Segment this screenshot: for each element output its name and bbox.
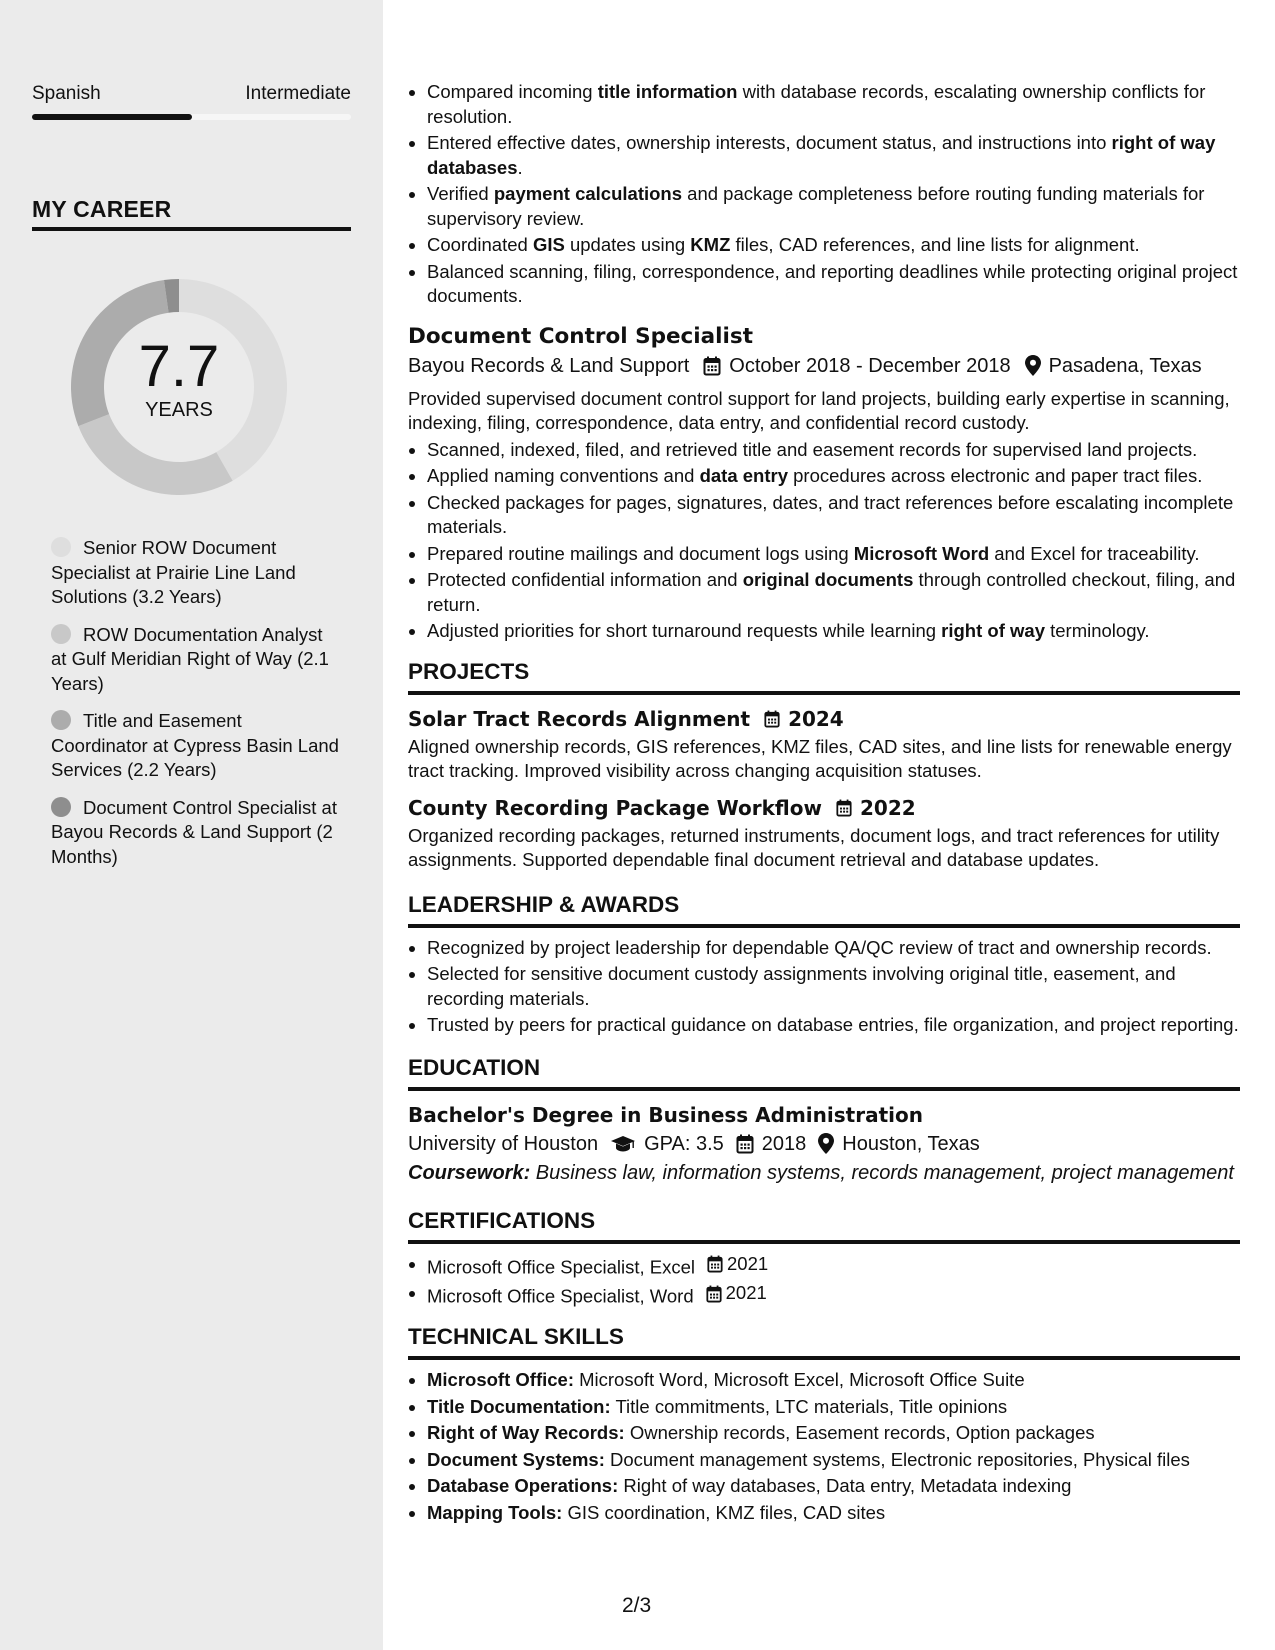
gpa: GPA: 3.5 xyxy=(644,1132,724,1155)
education-heading: EDUCATION xyxy=(408,1054,1240,1091)
skill-item xyxy=(427,1501,1240,1526)
skill-item xyxy=(427,1474,1240,1499)
main-content xyxy=(408,80,1240,1527)
calendar-icon xyxy=(703,356,721,376)
job-meta xyxy=(408,351,1240,381)
previous-job-bullets xyxy=(408,80,1240,309)
skill-category: Title Documentation: xyxy=(427,1395,611,1417)
certification-name: Microsoft Office Specialist, Word xyxy=(427,1285,694,1307)
bold-phrase: title information xyxy=(597,81,738,102)
language-proficiency-bar xyxy=(32,114,351,120)
skill-item xyxy=(427,1368,1240,1393)
coursework-text: Business law, information systems, records management, project management xyxy=(530,1161,1234,1184)
certification-name: Microsoft Office Specialist, Excel xyxy=(427,1255,695,1277)
skill-values: Microsoft Word, Microsoft Excel, Microsoft Office Suite xyxy=(573,1369,1025,1390)
certification-item xyxy=(427,1281,1240,1309)
list-item xyxy=(427,233,1240,258)
career-heading: MY CAREER xyxy=(32,196,351,231)
text-segment: Coordinated xyxy=(427,234,533,255)
language-level: Intermediate xyxy=(245,83,351,104)
bold-phrase: Microsoft Word xyxy=(853,542,990,564)
leadership-list xyxy=(408,936,1240,1038)
project-description: Aligned ownership records, GIS references, KMZ files, CAD sites, and line lists for renewable energy tract tracking. Improved visibility across changing acquisition statuses. xyxy=(408,735,1232,781)
text-segment: with database records, escalating ownership conflicts for resolution. xyxy=(427,81,1206,127)
career-legend-label: Senior ROW Document Specialist at Prairie Line Land Solutions (3.2 Years) xyxy=(51,537,296,607)
legend-color-dot xyxy=(51,797,71,817)
calendar-icon xyxy=(764,710,780,728)
graduation-cap-icon xyxy=(610,1135,636,1153)
career-legend xyxy=(51,536,341,882)
bold-phrase: KMZ xyxy=(690,234,731,255)
project-title-row xyxy=(408,794,1240,822)
skill-category: Database Operations: xyxy=(427,1475,619,1496)
text-segment: through controlled checkout, filing, and return. xyxy=(427,569,1236,615)
projects-list xyxy=(408,705,1240,873)
project-title: County Recording Package Workflow xyxy=(408,795,822,820)
list-item xyxy=(427,131,1240,180)
calendar-icon xyxy=(706,1285,722,1303)
project-description: Organized recording packages, returned instruments, document logs, and tract references for utility assignments. Supported dependable final document retrieval and database updates. xyxy=(408,824,1220,870)
list-item xyxy=(427,182,1240,231)
text-segment: updates using xyxy=(564,234,691,255)
text-segment: files, CAD references, and line lists for alignment. xyxy=(730,234,1140,255)
page-number: 2/3 xyxy=(622,1594,652,1617)
text-segment: Protected confidential information and xyxy=(427,569,743,590)
skill-values: Title commitments, LTC materials, Title opinions xyxy=(610,1395,1008,1417)
career-donut-chart xyxy=(62,270,296,504)
text-segment: procedures across electronic and paper tract files. xyxy=(787,465,1203,486)
skill-category: Mapping Tools: xyxy=(427,1501,563,1523)
bold-phrase: data entry xyxy=(699,465,788,486)
calendar-icon xyxy=(707,1255,723,1273)
job-title: Document Control Specialist xyxy=(408,323,753,349)
skill-category: Document Systems: xyxy=(427,1448,605,1470)
education-location: Houston, Texas xyxy=(842,1132,980,1155)
certification-date xyxy=(706,1281,767,1306)
text-segment: Compared incoming xyxy=(427,81,598,102)
text-segment: Scanned, indexed, filed, and retrieved title and easement records for supervised land projects. xyxy=(427,438,1198,460)
list-item xyxy=(427,491,1240,540)
job-company: Bayou Records & Land Support xyxy=(408,354,690,377)
legend-color-dot xyxy=(51,710,71,730)
bold-phrase: GIS xyxy=(532,234,565,255)
skill-item xyxy=(427,1395,1240,1420)
projects-heading: PROJECTS xyxy=(408,658,1240,695)
skill-values: Right of way databases, Data entry, Metadata indexing xyxy=(618,1475,1072,1496)
list-item xyxy=(427,80,1240,129)
calendar-icon xyxy=(736,1134,754,1154)
list-item: Selected for sensitive document custody assignments involving original title, easement, and recording materials. xyxy=(427,962,1240,1011)
bold-phrase: right of way xyxy=(941,620,1045,641)
education-meta xyxy=(408,1129,1240,1159)
skill-category: Microsoft Office: xyxy=(427,1369,574,1390)
sidebar xyxy=(0,0,383,1650)
career-legend-item xyxy=(51,796,341,870)
school-name: University of Houston xyxy=(408,1132,599,1155)
bold-phrase: right of way databases xyxy=(427,132,1216,178)
bold-phrase: original documents xyxy=(742,569,914,590)
list-item xyxy=(427,464,1240,489)
donut-center xyxy=(62,270,296,504)
skill-values: Document management systems, Electronic repositories, Physical files xyxy=(604,1448,1190,1470)
graduation-year: 2018 xyxy=(761,1132,807,1155)
language-proficiency-fill xyxy=(32,114,192,120)
text-segment: terminology. xyxy=(1044,620,1150,641)
legend-color-dot xyxy=(51,624,71,644)
leadership-heading: LEADERSHIP & AWARDS xyxy=(408,891,1240,928)
skill-item xyxy=(427,1448,1240,1473)
total-years-value: 7.7 xyxy=(138,333,220,399)
list-item xyxy=(427,542,1240,567)
location-pin-icon xyxy=(818,1133,834,1154)
location-pin-icon xyxy=(1025,355,1041,376)
certification-item xyxy=(427,1252,1240,1280)
language-name: Spanish xyxy=(32,83,101,104)
job-summary: Provided supervised document control support for land projects, building early expertise in scanning, indexing, filing, correspondence, data entry, and confidential record custody. xyxy=(408,387,1230,433)
list-item xyxy=(427,619,1240,644)
list-item xyxy=(427,260,1240,309)
project-title-row xyxy=(408,705,1240,733)
list-item: Trusted by peers for practical guidance on database entries, file organization, and project reporting. xyxy=(427,1013,1240,1038)
bold-phrase: payment calculations xyxy=(493,183,683,204)
job-location: Pasadena, Texas xyxy=(1048,354,1202,377)
coursework xyxy=(408,1161,1240,1185)
project-year: 2022 xyxy=(859,795,916,820)
career-legend-item xyxy=(51,536,341,610)
career-legend-label: Title and Easement Coordinator at Cypress Basin Land Services (2.2 Years) xyxy=(51,710,339,780)
career-legend-label: ROW Documentation Analyst at Gulf Meridian Right of Way (2.1 Years) xyxy=(51,623,329,694)
text-segment: Checked packages for pages, signatures, dates, and tract references before escalating incomplete materials. xyxy=(427,491,1234,537)
text-segment: and Excel for traceability. xyxy=(989,542,1200,564)
list-item xyxy=(427,568,1240,617)
text-segment: Prepared routine mailings and document logs using xyxy=(427,542,854,564)
text-segment: Applied naming conventions and xyxy=(427,465,700,486)
skill-category: Right of Way Records: xyxy=(427,1422,625,1443)
coursework-label: Coursework: xyxy=(408,1161,531,1184)
skill-values: Ownership records, Easement records, Option packages xyxy=(624,1422,1095,1443)
career-legend-item xyxy=(51,709,341,783)
certifications-heading: CERTIFICATIONS xyxy=(408,1207,1240,1244)
job-dates: October 2018 - December 2018 xyxy=(729,354,1011,377)
project-title: Solar Tract Records Alignment xyxy=(408,706,751,731)
skill-values: GIS coordination, KMZ files, CAD sites xyxy=(562,1501,886,1523)
certification-year: 2021 xyxy=(725,1282,767,1304)
certification-year: 2021 xyxy=(727,1252,769,1274)
text-segment: Verified xyxy=(427,183,494,204)
skill-item xyxy=(427,1421,1240,1446)
text-segment: Balanced scanning, filing, correspondence, and reporting deadlines while protecting original project documents. xyxy=(427,260,1238,306)
degree-title: Bachelor's Degree in Business Administration xyxy=(408,1102,923,1127)
total-years-unit: YEARS xyxy=(145,398,213,421)
job-bullets xyxy=(408,438,1240,644)
language-row xyxy=(32,83,351,105)
career-legend-item xyxy=(51,623,341,697)
legend-color-dot xyxy=(51,537,71,557)
project-year: 2024 xyxy=(788,706,844,731)
certification-date xyxy=(707,1252,768,1277)
skills-list xyxy=(408,1368,1240,1525)
text-segment: Adjusted priorities for short turnaround requests while learning xyxy=(427,620,942,641)
text-segment: . xyxy=(517,156,523,178)
text-segment: and package completeness before routing funding materials for supervisory review. xyxy=(427,183,1205,229)
skills-heading: TECHNICAL SKILLS xyxy=(408,1323,1240,1360)
certifications-list xyxy=(408,1252,1240,1310)
career-legend-label: Document Control Specialist at Bayou Records & Land Support (2 Months) xyxy=(51,796,337,867)
list-item xyxy=(427,438,1240,463)
list-item: Recognized by project leadership for dependable QA/QC review of tract and ownership records. xyxy=(427,936,1240,961)
calendar-icon xyxy=(836,799,852,817)
text-segment: Entered effective dates, ownership interests, document status, and instructions into xyxy=(427,132,1112,153)
